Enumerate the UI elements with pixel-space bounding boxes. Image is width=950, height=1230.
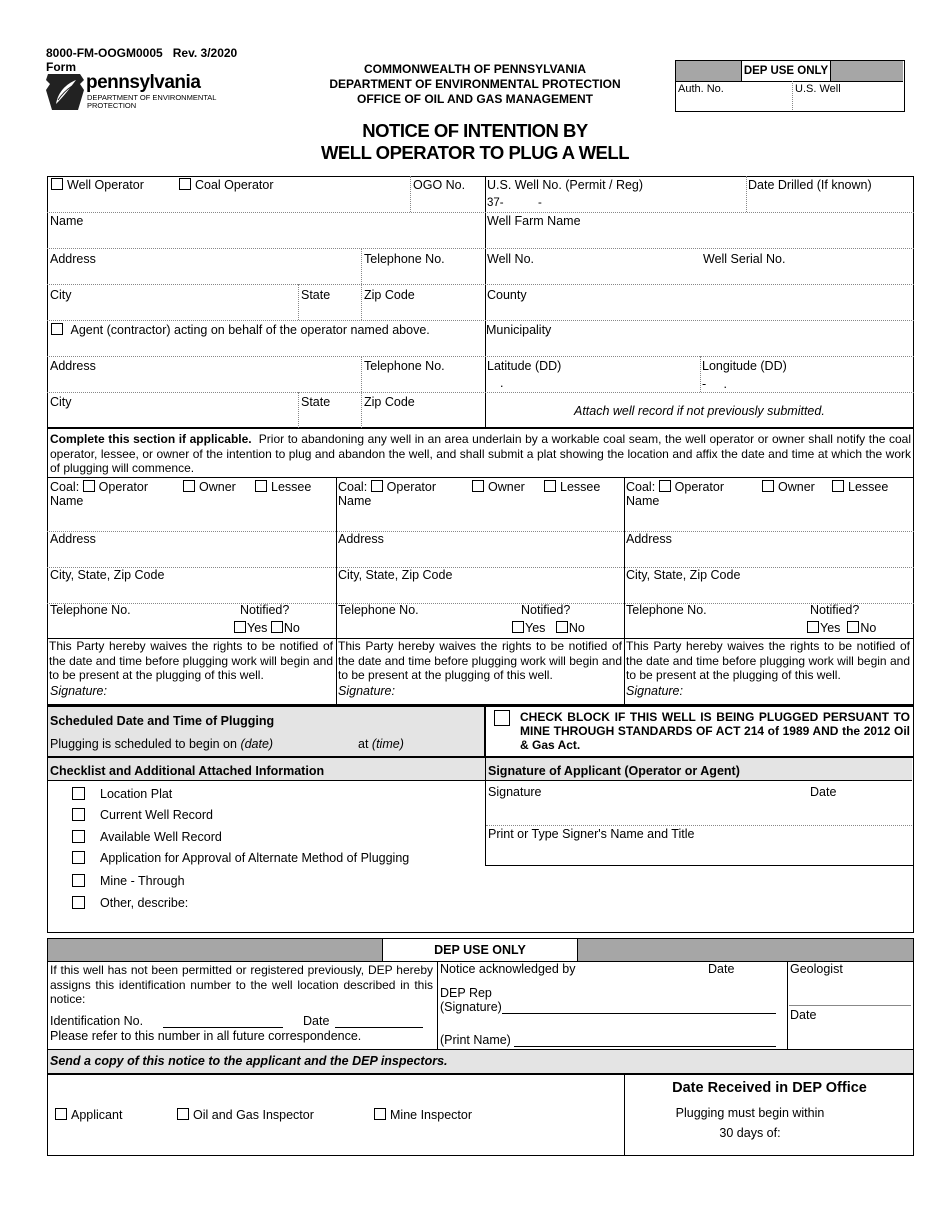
date-word: (date)	[240, 737, 274, 751]
coal-name-field[interactable]: Name	[338, 494, 372, 508]
coal-operator-label: Coal Operator	[195, 178, 274, 192]
refer-number-note: Please refer to this number in all future correspondence.	[50, 1029, 362, 1043]
agency-block	[300, 62, 650, 107]
notified-yes-checkbox[interactable]	[807, 621, 819, 633]
checkbox-icon	[72, 787, 85, 800]
title-line1: NOTICE OF INTENTION BY	[362, 120, 588, 141]
operator-name-field[interactable]: Name	[50, 214, 84, 228]
operator-label: Operator	[674, 480, 725, 494]
ack-date-field[interactable]: Date	[708, 962, 735, 976]
oil-gas-inspector-checkbox[interactable]	[177, 1108, 314, 1122]
yes-label: Yes	[820, 621, 841, 635]
well-no-field[interactable]: Well No.	[487, 252, 535, 266]
checkbox-icon	[72, 896, 85, 909]
logo-dept-line2: PROTECTION	[87, 101, 137, 110]
notified-yes-checkbox[interactable]	[512, 621, 524, 633]
latitude-field[interactable]: Latitude (DD)	[487, 359, 562, 373]
mine-inspector-checkbox[interactable]	[374, 1108, 472, 1122]
checklist-item[interactable]	[72, 830, 222, 844]
schedule-begin-field[interactable]	[50, 737, 273, 751]
checklist-title: Checklist and Additional Attached Information	[50, 764, 325, 778]
coal-city-field[interactable]: City, State, Zip Code	[50, 568, 165, 582]
coal-name-field[interactable]: Name	[626, 494, 660, 508]
signature-section-title: Signature of Applicant (Operator or Agent)	[488, 764, 740, 778]
coal-telephone-field[interactable]: Telephone No.	[338, 603, 419, 617]
lessee-label: Lessee	[848, 480, 889, 494]
checkbox-icon	[72, 851, 85, 864]
date-line	[335, 1027, 423, 1028]
checklist-item-label: Available Well Record	[100, 830, 222, 844]
pa-dep-logo	[44, 72, 224, 114]
coal-city-field[interactable]: City, State, Zip Code	[626, 568, 741, 582]
lessee-checkbox[interactable]	[544, 480, 556, 492]
operator-label: Operator	[98, 480, 149, 494]
dep-use-title: DEP USE ONLY	[382, 939, 578, 961]
notified-yes-checkbox[interactable]	[234, 621, 246, 633]
well-operator-checkbox[interactable]	[51, 178, 144, 192]
attach-record-note: Attach well record if not previously submitted.	[574, 404, 825, 418]
checkbox-icon	[51, 323, 63, 335]
owner-label: Owner	[778, 480, 815, 494]
coal-intro-text: Prior to abandoning any well in an area underlain by a workable coal seam, the well operator or owner shall notify the coal operator, lessee, or owner of the intention to plug and abandon the well, and shall submit a plat showing the location and affix the date and time at which the work of plugging will commence.	[50, 432, 911, 475]
coal-telephone-field[interactable]: Telephone No.	[50, 603, 131, 617]
act-214-checkbox[interactable]	[494, 710, 510, 726]
checklist-item[interactable]	[72, 896, 188, 910]
dep-rep-print-name-field[interactable]	[440, 1033, 776, 1047]
schedule-title: Scheduled Date and Time of Plugging	[50, 714, 275, 728]
owner-checkbox[interactable]	[762, 480, 774, 492]
at-word: at	[358, 737, 369, 751]
us-well-prefix: 37-	[487, 197, 504, 209]
id-no-line	[163, 1027, 283, 1028]
agency-line3: OFFICE OF OIL AND GAS MANAGEMENT	[357, 92, 593, 106]
notified-no-checkbox[interactable]	[556, 621, 568, 633]
coal-intro-bold: Complete this section if applicable.	[50, 432, 252, 446]
operator-state-field[interactable]: State	[301, 288, 331, 302]
longitude-marks: - .	[702, 377, 727, 391]
dep-use-box-top	[675, 60, 905, 112]
page-title	[250, 120, 700, 164]
plugging-line2: 30 days of:	[719, 1126, 781, 1140]
form-id	[46, 46, 237, 60]
agent-address-field[interactable]: Address	[50, 359, 96, 373]
dep-rep-signature-field[interactable]	[440, 1000, 776, 1014]
checklist-item[interactable]	[72, 808, 213, 822]
form-word: Form	[46, 60, 76, 74]
checklist-item[interactable]	[72, 851, 409, 865]
plugging-deadline-note	[625, 1103, 875, 1143]
applicant-signature-field[interactable]: Signature	[488, 785, 542, 799]
coal-address-field[interactable]: Address	[626, 532, 672, 546]
us-well-dash: -	[538, 197, 542, 209]
coal-party-column-2	[336, 477, 624, 705]
coal-label: Coal:	[338, 480, 368, 494]
schedule-time-field[interactable]	[358, 737, 404, 751]
checkbox-icon	[51, 178, 63, 190]
owner-checkbox[interactable]	[183, 480, 195, 492]
checkbox-icon	[177, 1108, 189, 1120]
checklist-item-label: Current Well Record	[100, 808, 214, 822]
notice-acknowledged-label: Notice acknowledged by	[440, 962, 576, 976]
keystone-leaf-icon	[44, 72, 88, 112]
date-received-title: Date Received in DEP Office	[672, 1080, 867, 1096]
checkbox-icon	[374, 1108, 386, 1120]
dep-box-title: DEP USE ONLY	[741, 61, 831, 81]
signature-line	[502, 1013, 776, 1014]
signature-field[interactable]: Signature:	[626, 684, 683, 698]
form-number: 8000-FM-OOGM0005	[46, 46, 163, 60]
operator-telephone-field[interactable]: Telephone No.	[364, 252, 445, 266]
applicant-label: Applicant	[71, 1108, 123, 1122]
lessee-checkbox[interactable]	[255, 480, 267, 492]
latitude-dot: .	[500, 376, 504, 390]
logo-wordmark: pennsylvania	[86, 72, 201, 93]
signature-label: (Signature)	[440, 1000, 502, 1014]
coal-operator-checkbox[interactable]	[659, 480, 671, 492]
yes-label: Yes	[247, 621, 268, 635]
act-214-section	[485, 705, 914, 757]
owner-checkbox[interactable]	[472, 480, 484, 492]
well-serial-no-field[interactable]: Well Serial No.	[703, 252, 786, 266]
well-farm-name-field[interactable]: Well Farm Name	[487, 214, 581, 228]
notified-no-checkbox[interactable]	[271, 621, 283, 633]
checklist-item-label: Mine - Through	[100, 874, 185, 888]
geologist-date-field[interactable]: Date	[790, 1008, 817, 1022]
dep-rep-label: DEP Rep	[440, 986, 492, 1000]
oil-gas-inspector-label: Oil and Gas Inspector	[193, 1108, 314, 1122]
owner-label: Owner	[199, 480, 236, 494]
lessee-checkbox[interactable]	[832, 480, 844, 492]
coal-label: Coal:	[50, 480, 80, 494]
checklist-item-label: Location Plat	[100, 787, 173, 801]
waiver-text: This Party hereby waives the rights to be notified of the date and time before plugging work will begin and to be present at the plugging of this well.	[626, 639, 910, 682]
checklist-item-label: Application for Approval of Alternate Method of Plugging	[100, 851, 410, 865]
lessee-label: Lessee	[271, 480, 312, 494]
coal-party-column-1	[47, 477, 336, 705]
agent-city-field[interactable]: City	[50, 395, 72, 409]
time-word: (time)	[371, 737, 404, 751]
title-line2: WELL OPERATOR TO PLUG A WELL	[320, 142, 630, 163]
signer-name-title-field[interactable]: Print or Type Signer's Name and Title	[488, 827, 695, 841]
agent-label: Agent (contractor) acting on behalf of the operator named above.	[70, 323, 430, 337]
county-field[interactable]: County	[487, 288, 527, 302]
identification-no-field[interactable]	[50, 1014, 283, 1028]
print-name-label: (Print Name)	[440, 1033, 511, 1047]
form-revision: Rev. 3/2020	[172, 46, 238, 60]
waiver-text: This Party hereby waives the rights to be notified of the date and time before plugging work will begin and to be present at the plugging of this well.	[338, 639, 622, 682]
notified-label: Notified?	[521, 603, 571, 617]
coal-address-field[interactable]: Address	[338, 532, 384, 546]
coal-name-field[interactable]: Name	[50, 494, 84, 508]
operator-address-field[interactable]: Address	[50, 252, 96, 266]
us-well-label: U.S. Well	[795, 83, 841, 95]
checkbox-icon	[72, 874, 85, 887]
coal-section-intro	[50, 432, 911, 476]
yes-label: Yes	[525, 621, 546, 635]
checklist-item-label: Other, describe:	[100, 896, 189, 910]
coal-operator-checkbox[interactable]	[83, 480, 95, 492]
dep-assign-text: If this well has not been permitted or registered previously, DEP hereby assigns this identification number to the well location described in this notice:	[50, 963, 433, 1006]
coal-address-field[interactable]: Address	[50, 532, 96, 546]
applicant-checkbox[interactable]	[55, 1108, 122, 1122]
send-copy-text: Send a copy of this notice to the applicant and the DEP inspectors.	[50, 1054, 448, 1068]
operator-city-field[interactable]: City	[50, 288, 72, 302]
print-name-line	[514, 1046, 776, 1047]
checklist-item[interactable]	[72, 874, 185, 888]
signature-section	[485, 757, 914, 866]
date-label: Date	[303, 1014, 330, 1028]
operator-label: Operator	[386, 480, 437, 494]
no-label: No	[860, 621, 877, 635]
operator-section	[47, 176, 914, 428]
checkbox-icon	[55, 1108, 67, 1120]
geologist-field[interactable]: Geologist	[790, 962, 843, 976]
agent-state-field[interactable]: State	[301, 395, 331, 409]
id-no-label: Identification No.	[50, 1014, 144, 1028]
dep-assign-date-field[interactable]	[303, 1014, 423, 1028]
agency-line2: DEPARTMENT OF ENVIRONMENTAL PROTECTION	[329, 77, 621, 91]
checkbox-icon	[179, 178, 191, 190]
notified-label: Notified?	[240, 603, 290, 617]
coal-label: Coal:	[626, 480, 656, 494]
logo-dept-name	[87, 94, 216, 110]
us-well-no-field[interactable]: U.S. Well No. (Permit / Reg)	[487, 178, 644, 192]
agent-zip-field[interactable]: Zip Code	[364, 395, 415, 409]
checkbox-icon	[72, 830, 85, 843]
mine-inspector-label: Mine Inspector	[390, 1108, 472, 1122]
coal-operator-checkbox[interactable]	[179, 178, 274, 192]
logo-dept-line1: DEPARTMENT OF ENVIRONMENTAL	[87, 93, 217, 102]
checklist-item[interactable]	[72, 787, 172, 801]
well-operator-label: Well Operator	[67, 178, 144, 192]
coal-telephone-field[interactable]: Telephone No.	[626, 603, 707, 617]
notified-label: Notified?	[810, 603, 860, 617]
owner-label: Owner	[488, 480, 525, 494]
waiver-text: This Party hereby waives the rights to be notified of the date and time before plugging work will begin and to be present at the plugging of this well.	[49, 639, 333, 682]
notified-no-checkbox[interactable]	[847, 621, 859, 633]
lessee-label: Lessee	[560, 480, 601, 494]
operator-zip-field[interactable]: Zip Code	[364, 288, 415, 302]
ogo-no-field[interactable]: OGO No.	[413, 178, 466, 192]
act-214-text: CHECK BLOCK IF THIS WELL IS BEING PLUGGED PERSUANT TO MINE THROUGH STANDARDS OF ACT 214 of 1989 AND the 2012 Oil & Gas Act.	[520, 710, 910, 752]
date-drilled-field[interactable]: Date Drilled (If known)	[748, 178, 872, 192]
auth-no-label: Auth. No.	[678, 83, 724, 95]
signature-field[interactable]: Signature:	[338, 684, 395, 698]
coal-city-field[interactable]: City, State, Zip Code	[338, 568, 453, 582]
longitude-field[interactable]: Longitude (DD)	[702, 359, 787, 373]
agent-telephone-field[interactable]: Telephone No.	[364, 359, 445, 373]
municipality-field[interactable]: Municipality	[486, 323, 552, 337]
no-label: No	[283, 621, 300, 635]
agency-line1: COMMONWEALTH OF PENNSYLVANIA	[364, 62, 586, 76]
applicant-date-field[interactable]: Date	[810, 785, 837, 799]
coal-operator-checkbox[interactable]	[371, 480, 383, 492]
coal-party-column-3	[624, 477, 914, 705]
signature-field[interactable]: Signature:	[50, 684, 107, 698]
plugging-line1: Plugging must begin within	[675, 1106, 825, 1120]
checkbox-icon	[72, 808, 85, 821]
schedule-begin-text: Plugging is scheduled to begin on	[50, 737, 237, 751]
no-label: No	[568, 621, 585, 635]
agent-checkbox[interactable]	[51, 323, 430, 337]
